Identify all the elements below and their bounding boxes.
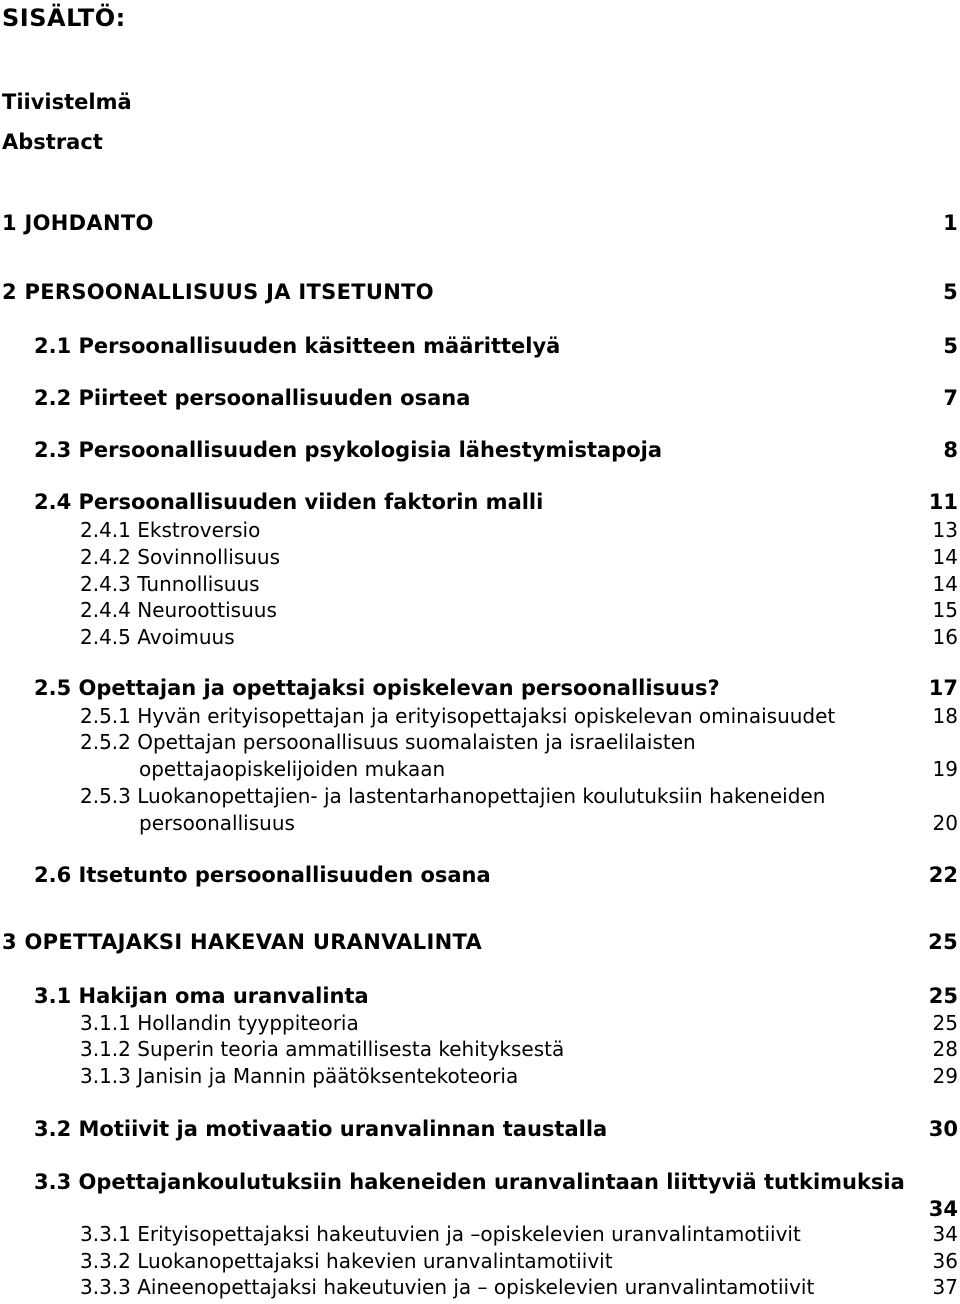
toc-entry <box>0 334 960 358</box>
toc-entry-page: 19 <box>932 757 958 781</box>
toc-entry-page: 5 <box>943 334 958 358</box>
toc-entry-label: 3.3 Opettajankoulutuksiin hakeneiden uranvalintaan liittyviä tutkimuksia <box>34 1170 905 1194</box>
toc-entry-page: 34 <box>928 1197 958 1221</box>
toc-entry-page: 34 <box>932 1222 958 1246</box>
toc-entry <box>0 598 960 622</box>
toc-entry-page: 25 <box>928 984 958 1008</box>
toc-entry-page: 1 <box>943 211 958 235</box>
toc-entry-label: 3.3.1 Erityisopettajaksi hakeutuvien ja –opiskelevien uranvalintamotiivit <box>80 1222 801 1246</box>
toc-entry <box>0 518 960 542</box>
toc-entry-page: 15 <box>932 598 958 622</box>
toc-entry-page: 14 <box>932 572 958 596</box>
toc-entry <box>0 545 960 569</box>
toc-entry <box>0 676 960 700</box>
toc-entry-page: 5 <box>943 280 958 304</box>
toc-entry <box>0 572 960 596</box>
toc-entry <box>0 211 960 235</box>
toc-entry-page: 28 <box>932 1037 958 1061</box>
toc-entry-label-continued: opettajaopiskelijoiden mukaan <box>139 757 446 781</box>
toc-entry-label: 3.3.2 Luokanopettajaksi hakevien uranvalintamotiivit <box>80 1249 613 1273</box>
toc-entry-label: 2.5.2 Opettajan persoonallisuus suomalaisten ja israelilaisten <box>80 730 696 754</box>
toc-entry-page: 36 <box>932 1249 958 1273</box>
toc-entry <box>0 1169 960 1223</box>
toc-entry <box>0 783 960 837</box>
toc-entry-page: 29 <box>932 1064 958 1088</box>
toc-entry <box>0 1117 960 1141</box>
toc-entry <box>0 984 960 1008</box>
toc-entry-label: 2.4.1 Ekstroversio <box>80 518 261 542</box>
toc-entry-label: 2.4 Persoonallisuuden viiden faktorin malli <box>34 490 544 514</box>
toc-entry <box>0 1249 960 1273</box>
toc-entry <box>0 1011 960 1035</box>
toc-entry-page: 25 <box>928 930 958 954</box>
toc-entry <box>0 438 960 462</box>
front-item-tiivistelma: Tiivistelmä <box>2 90 132 114</box>
toc-entry-label: 2.5.1 Hyvän erityisopettajan ja erityisopettajaksi opiskelevan ominaisuudet <box>80 704 836 728</box>
toc-entry-page: 22 <box>928 863 958 887</box>
toc-entry <box>0 625 960 649</box>
toc-entry-page: 16 <box>932 625 958 649</box>
toc-entry <box>0 729 960 783</box>
toc-entry-label: 3.1.3 Janisin ja Mannin päätöksentekoteoria <box>80 1064 519 1088</box>
toc-title: SISÄLTÖ: <box>2 4 126 32</box>
toc-entry-page: 30 <box>928 1117 958 1141</box>
toc-entry-label: 2.5.3 Luokanopettajien- ja lastentarhanopettajien koulutuksiin hakeneiden <box>80 784 826 808</box>
toc-entry-page: 14 <box>932 545 958 569</box>
toc-entry-label: 2.4.3 Tunnollisuus <box>80 572 260 596</box>
toc-entry <box>0 280 960 304</box>
toc-entry <box>0 490 960 514</box>
toc-entry-page: 11 <box>928 490 958 514</box>
toc-entry-page: 17 <box>928 676 958 700</box>
toc-entry-page: 8 <box>943 438 958 462</box>
toc-entry-page: 20 <box>932 811 958 835</box>
toc-entry-label: 2 PERSOONALLISUUS JA ITSETUNTO <box>2 280 434 304</box>
toc-entry-label: 3.3.3 Aineenopettajaksi hakeutuvien ja – opiskelevien uranvalintamotiivit <box>80 1275 815 1299</box>
toc-entry <box>0 386 960 410</box>
toc-entry <box>0 704 960 728</box>
toc-entry-label: 2.3 Persoonallisuuden psykologisia lähestymistapoja <box>34 438 663 462</box>
toc-entry-label: 1 JOHDANTO <box>2 211 154 235</box>
toc-entry-label: 2.5 Opettajan ja opettajaksi opiskelevan persoonallisuus? <box>34 676 720 700</box>
front-item-abstract: Abstract <box>2 130 103 154</box>
toc-entry <box>0 930 960 954</box>
toc-entry-label: 2.6 Itsetunto persoonallisuuden osana <box>34 863 491 887</box>
toc-entry-label: 3.1 Hakijan oma uranvalinta <box>34 984 369 1008</box>
toc-entry-label: 2.1 Persoonallisuuden käsitteen määrittelyä <box>34 334 561 358</box>
toc-entry <box>0 863 960 887</box>
toc-entry-label: 2.2 Piirteet persoonallisuuden osana <box>34 386 471 410</box>
toc-entry-page: 25 <box>932 1011 958 1035</box>
toc-entry-label-continued: persoonallisuus <box>139 811 295 835</box>
toc-entry-label: 3.1.1 Hollandin tyyppiteoria <box>80 1011 359 1035</box>
toc-entry-page: 7 <box>943 386 958 410</box>
toc-entry <box>0 1222 960 1246</box>
toc-entry <box>0 1064 960 1088</box>
toc-entry-label: 2.4.5 Avoimuus <box>80 625 235 649</box>
toc-entry <box>0 1037 960 1061</box>
toc-entry-label: 3 OPETTAJAKSI HAKEVAN URANVALINTA <box>2 930 483 954</box>
toc-entry-page: 18 <box>932 704 958 728</box>
toc-entry-page: 13 <box>932 518 958 542</box>
toc-entry <box>0 1275 960 1299</box>
toc-entry-label: 3.1.2 Superin teoria ammatillisesta kehityksestä <box>80 1037 565 1061</box>
toc-entry-label: 2.4.2 Sovinnollisuus <box>80 545 281 569</box>
toc-entry-label: 2.4.4 Neuroottisuus <box>80 598 277 622</box>
toc-entry-page: 37 <box>932 1275 958 1299</box>
toc-entry-label: 3.2 Motiivit ja motivaatio uranvalinnan taustalla <box>34 1117 608 1141</box>
